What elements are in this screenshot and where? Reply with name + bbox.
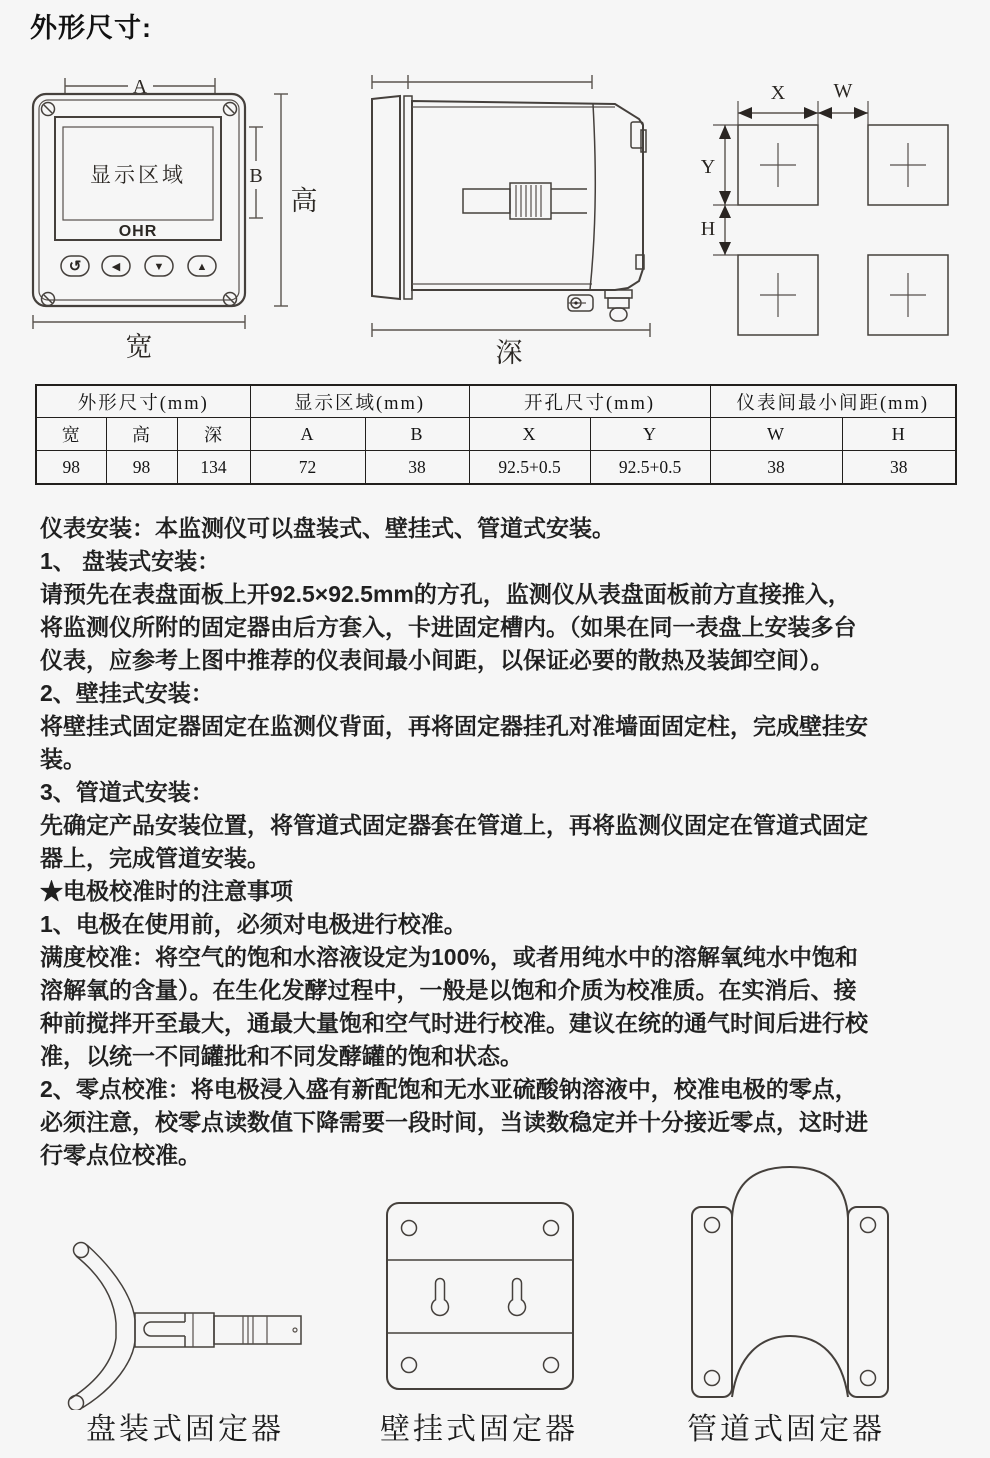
dim-b [249,127,263,218]
val-h: 38 [842,451,956,485]
text-line: 3、管道式安装： [40,779,214,805]
val-x: 92.5+0.5 [469,451,590,485]
cutout-squares [738,125,948,335]
dim-width [33,315,245,362]
pipe-fixture-caption: 管道式固定器 [687,1413,885,1446]
extension-lines [713,101,868,255]
val-w: 38 [710,451,842,485]
text-line: 先确定产品安装位置，将管道式固定器套在管道上，再将监测仪固定在管道式固定 [40,812,868,838]
group-outline-dims: 外形尺寸(mm) [36,385,250,418]
cable-gland [605,290,632,321]
col-y: Y [590,418,710,451]
panel-plate [404,96,412,299]
page-title: 外形尺寸: [30,13,152,43]
group-display-area: 显示区域(mm) [250,385,469,418]
pipe-fixture-drawing [678,1160,903,1405]
ground-lug [568,295,593,311]
panel-fixture-drawing [55,1228,315,1410]
text-line: 仪表安装：本监测仪可以盘装式、壁挂式、管道式安装。 [40,515,615,541]
dim-height [274,94,318,306]
dim-h-label: H [700,218,716,240]
text-line: 2、壁挂式安装： [40,680,214,706]
pipe-dome [732,1167,848,1218]
text-line: 将壁挂式固定器固定在监测仪背面，再将固定器挂孔对准墙面固定柱，完成壁挂安 [40,713,868,739]
text-line: 必须注意，校零点读数值下降需要一段时间，当读数稳定并十分接近零点，这时进 [40,1109,868,1135]
body-outline [412,101,643,290]
group-min-spacing: 仪表间最小间距(mm) [710,385,956,418]
panel-fixture-bow [69,1243,136,1411]
button-row [61,256,216,276]
col-x: X [469,418,590,451]
wall-fixture-caption: 壁挂式固定器 [380,1413,578,1446]
text-line: ★电极校准时的注意事项 [40,878,293,904]
dim-height-label: 高 [290,186,318,216]
left-arrow-icon: ◀ [111,261,121,273]
body-seam [590,104,595,290]
text-line: 1、电极在使用前，必须对电极进行校准。 [40,911,467,937]
up-arrow-icon: ▲ [196,261,208,273]
text-line: 准，以统一不同罐批和不同发酵罐的饱和状态。 [40,1043,523,1069]
sensor-connector [463,183,587,219]
table-value-row [36,451,956,485]
dim-h [701,205,731,255]
dim-depth [372,323,650,368]
col-depth: 深 [177,418,250,451]
brand-logo: OHR [118,223,158,240]
col-width: 宽 [36,418,106,451]
return-icon: ↺ [68,258,82,275]
dim-w [818,80,868,119]
text-line: 种前搅拌开至最大，通最大量饱和空气时进行校准。建议在统的通气时间后进行校 [40,1010,868,1036]
wall-plate-keyholes [432,1279,526,1316]
center-cross-marks [760,143,926,317]
dim-a-label: A [132,76,148,98]
wall-fixture-drawing [385,1195,585,1405]
dim-b-label: B [249,165,263,187]
panel-fixture-caption: 盘装式固定器 [86,1413,284,1446]
dim-x [738,82,818,119]
text-line: 满度校准：将空气的饱和水溶液设定为100%，或者用纯水中的溶解氧纯水中饱和 [40,944,858,970]
val-height: 98 [106,451,177,485]
dim-bezel [372,75,592,89]
col-height: 高 [106,418,177,451]
cutout-drawing [695,75,967,367]
pipe-rail-left [692,1207,732,1397]
installation-instructions [40,512,970,1172]
pipe-cutout-arc [732,1336,848,1397]
pipe-fixture-holes [705,1218,876,1386]
val-b: 38 [365,451,469,485]
val-a: 72 [250,451,365,485]
dim-w-label: W [833,80,853,102]
val-width: 98 [36,451,106,485]
down-arrow-icon: ▼ [153,261,165,273]
dim-y [701,125,731,205]
col-h: H [842,418,956,451]
text-line: 1、 盘装式安装： [40,548,221,574]
side-view-drawing [364,70,664,370]
dim-y-label: Y [700,156,716,178]
val-depth: 134 [177,451,250,485]
corner-screws [42,103,237,306]
text-line: 装。 [40,746,86,772]
bezel-outline [372,96,400,299]
dim-depth-label: 深 [495,338,523,368]
dim-x-label: X [770,82,786,104]
text-line: 将监测仪所附的固定器由后方套入，卡进固定槽内。（如果在同一表盘上安装多台 [40,614,857,640]
text-line: 请预先在表盘面板上开92.5×92.5mm的方孔，监测仪从表盘面板前方直接推入， [40,581,851,607]
panel-fixture-shaft [135,1313,301,1347]
text-line: 仪表，应参考上图中推荐的仪表间最小间距，以保证必要的散热及装卸空间）。 [40,647,834,673]
front-view-drawing [28,70,350,372]
text-line: 溶解氧的含量）。在生化发酵过程中，一般是以饱和介质为校准质。在实消后、接 [40,977,857,1003]
text-line: 器上，完成管道安装。 [40,845,270,871]
col-a: A [250,418,365,451]
table-group-header-row [36,385,956,418]
dimension-table [35,384,957,485]
wall-plate-holes [402,1221,559,1373]
text-line: 2、零点校准：将电极浸入盛有新配饱和无水亚硫酸钠溶液中，校准电极的零点， [40,1076,858,1102]
pipe-rail-right [848,1207,888,1397]
val-y: 92.5+0.5 [590,451,710,485]
col-b: B [365,418,469,451]
table-column-header-row [36,418,956,451]
dim-width-label: 宽 [125,332,153,362]
text-line: 行零点位校准。 [40,1142,201,1168]
col-w: W [710,418,842,451]
group-cutout-size: 开孔尺寸(mm) [469,385,710,418]
display-area-label: 显示区域 [90,163,186,187]
